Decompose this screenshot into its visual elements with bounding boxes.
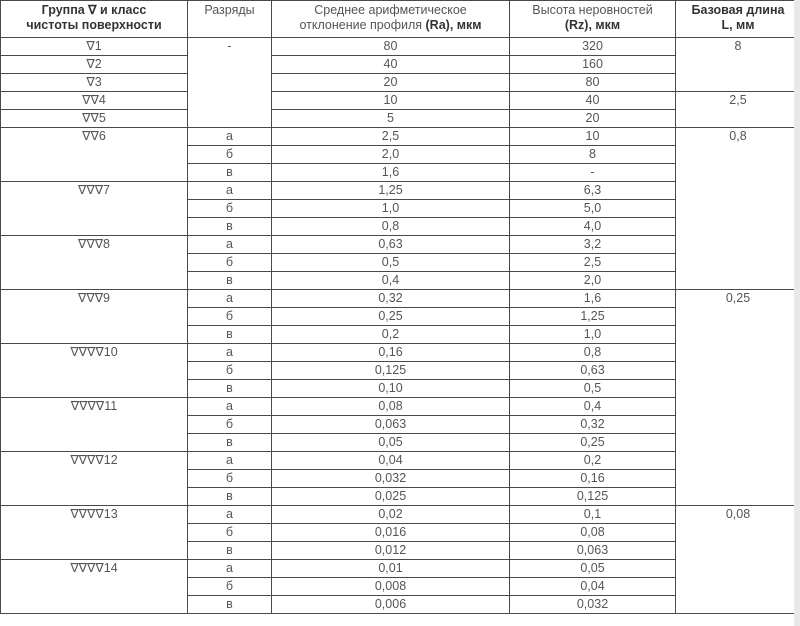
class-cell: ∇2 xyxy=(1,56,188,74)
ra-cell: 0,2 xyxy=(272,326,510,344)
rz-cell: 1,25 xyxy=(510,308,676,326)
grade-cell: в xyxy=(188,596,272,614)
ra-cell: 20 xyxy=(272,74,510,92)
ra-cell: 0,25 xyxy=(272,308,510,326)
ra-cell: 2,5 xyxy=(272,128,510,146)
ra-cell: 0,016 xyxy=(272,524,510,542)
class-cell: ∇∇5 xyxy=(1,110,188,128)
ra-cell: 0,08 xyxy=(272,398,510,416)
rz-cell: 80 xyxy=(510,74,676,92)
class-cell: ∇∇∇9 xyxy=(1,290,188,344)
grade-cell: а xyxy=(188,398,272,416)
grade-cell: б xyxy=(188,524,272,542)
table-row xyxy=(1,290,800,308)
ra-cell: 0,02 xyxy=(272,506,510,524)
ra-cell: 0,01 xyxy=(272,560,510,578)
rz-cell: 10 xyxy=(510,128,676,146)
header-grades xyxy=(188,1,272,38)
rz-cell: 0,5 xyxy=(510,380,676,398)
header-rz-line2-bold: (Rz), мкм xyxy=(564,18,621,32)
class-cell: ∇∇4 xyxy=(1,92,188,110)
rz-cell: 20 xyxy=(510,110,676,128)
header-ra-line1: Среднее арифметическое xyxy=(314,3,467,17)
base-length-cell: 2,5 xyxy=(676,92,800,128)
grade-cell: б xyxy=(188,308,272,326)
ra-cell: 0,32 xyxy=(272,290,510,308)
grade-cell: а xyxy=(188,182,272,200)
rz-cell: 40 xyxy=(510,92,676,110)
header-group-class xyxy=(1,1,188,38)
grade-cell: а xyxy=(188,236,272,254)
class-cell: ∇3 xyxy=(1,74,188,92)
rz-cell: 0,4 xyxy=(510,398,676,416)
grade-cell: в xyxy=(188,434,272,452)
rz-cell: 3,2 xyxy=(510,236,676,254)
ra-cell: 10 xyxy=(272,92,510,110)
class-cell: ∇∇∇∇10 xyxy=(1,344,188,398)
ra-cell: 2,0 xyxy=(272,146,510,164)
class-cell: ∇1 xyxy=(1,38,188,56)
ra-cell: 0,012 xyxy=(272,542,510,560)
grade-cell: а xyxy=(188,560,272,578)
rz-cell: 0,05 xyxy=(510,560,676,578)
rz-cell: 0,63 xyxy=(510,362,676,380)
grade-cell: б xyxy=(188,470,272,488)
rz-cell: 0,063 xyxy=(510,542,676,560)
base-length-cell: 0,08 xyxy=(676,506,800,614)
rz-cell: 0,25 xyxy=(510,434,676,452)
rz-cell: 6,3 xyxy=(510,182,676,200)
class-cell: ∇∇∇∇13 xyxy=(1,506,188,560)
rz-cell: 1,0 xyxy=(510,326,676,344)
table-row xyxy=(1,506,800,524)
base-length-cell: 8 xyxy=(676,38,800,92)
ra-cell: 0,4 xyxy=(272,272,510,290)
rz-cell: 8 xyxy=(510,146,676,164)
base-length-cell: 0,25 xyxy=(676,290,800,506)
ra-cell: 0,05 xyxy=(272,434,510,452)
rz-cell: 0,032 xyxy=(510,596,676,614)
rz-cell: 0,16 xyxy=(510,470,676,488)
header-ra-line2-bold: (Ra), мкм xyxy=(425,18,482,32)
base-length-cell: 0,8 xyxy=(676,128,800,290)
ra-cell: 0,8 xyxy=(272,218,510,236)
header-base-length xyxy=(676,1,800,38)
grade-cell: в xyxy=(188,164,272,182)
ra-cell: 0,5 xyxy=(272,254,510,272)
ra-cell: 0,032 xyxy=(272,470,510,488)
table-row xyxy=(1,92,800,110)
ra-cell: 0,10 xyxy=(272,380,510,398)
ra-cell: 0,006 xyxy=(272,596,510,614)
rz-cell: 0,08 xyxy=(510,524,676,542)
table-row xyxy=(1,128,800,146)
ra-cell: 0,16 xyxy=(272,344,510,362)
ra-cell: 0,63 xyxy=(272,236,510,254)
rz-cell: 0,2 xyxy=(510,452,676,470)
right-edge-strip xyxy=(794,0,800,626)
ra-cell: 1,0 xyxy=(272,200,510,218)
header-rz xyxy=(510,1,676,38)
class-cell: ∇∇∇7 xyxy=(1,182,188,236)
class-cell: ∇∇∇8 xyxy=(1,236,188,290)
table-header-row xyxy=(1,1,800,38)
grade-cell: а xyxy=(188,344,272,362)
header-ra-line2-text: отклонение профиля xyxy=(299,18,426,32)
grade-cell: в xyxy=(188,326,272,344)
ra-cell: 80 xyxy=(272,38,510,56)
ra-cell: 5 xyxy=(272,110,510,128)
grade-cell: б xyxy=(188,146,272,164)
ra-cell: 1,25 xyxy=(272,182,510,200)
grade-cell: в xyxy=(188,542,272,560)
table-row xyxy=(1,38,800,56)
grade-cell: б xyxy=(188,362,272,380)
rz-cell: 320 xyxy=(510,38,676,56)
grade-cell: в xyxy=(188,380,272,398)
ra-cell: 0,008 xyxy=(272,578,510,596)
rz-cell: 1,6 xyxy=(510,290,676,308)
rz-cell: 0,8 xyxy=(510,344,676,362)
grade-cell: б xyxy=(188,254,272,272)
class-cell: ∇∇∇∇12 xyxy=(1,452,188,506)
rz-cell: - xyxy=(510,164,676,182)
rz-cell: 0,04 xyxy=(510,578,676,596)
ra-cell: 1,6 xyxy=(272,164,510,182)
rz-cell: 2,5 xyxy=(510,254,676,272)
header-rz-line1: Высота неровностей xyxy=(532,3,653,17)
grade-cell: а xyxy=(188,128,272,146)
rz-cell: 160 xyxy=(510,56,676,74)
rz-cell: 2,0 xyxy=(510,272,676,290)
rz-cell: 0,1 xyxy=(510,506,676,524)
rz-cell: 0,125 xyxy=(510,488,676,506)
rz-cell: 4,0 xyxy=(510,218,676,236)
header-group-line1: Группа ∇ и класс xyxy=(41,3,147,17)
ra-cell: 40 xyxy=(272,56,510,74)
grade-cell: а xyxy=(188,452,272,470)
header-ra xyxy=(272,1,510,38)
ra-cell: 0,04 xyxy=(272,452,510,470)
rz-cell: 5,0 xyxy=(510,200,676,218)
header-base-line2: L, мм xyxy=(721,18,755,32)
header-grades-label: Разряды xyxy=(204,3,255,17)
grade-cell: в xyxy=(188,218,272,236)
table-body xyxy=(1,38,800,614)
grade-cell: б xyxy=(188,416,272,434)
grade-cell: в xyxy=(188,488,272,506)
class-cell: ∇∇∇∇11 xyxy=(1,398,188,452)
header-group-line2: чистоты поверхности xyxy=(26,18,162,32)
header-base-line1: Базовая длина xyxy=(691,3,785,17)
ra-cell: 0,063 xyxy=(272,416,510,434)
grade-cell: - xyxy=(188,38,272,128)
grade-cell: б xyxy=(188,578,272,596)
ra-cell: 0,125 xyxy=(272,362,510,380)
grade-cell: а xyxy=(188,506,272,524)
grade-cell: а xyxy=(188,290,272,308)
class-cell: ∇∇∇∇14 xyxy=(1,560,188,614)
rz-cell: 0,32 xyxy=(510,416,676,434)
ra-cell: 0,025 xyxy=(272,488,510,506)
class-cell: ∇∇6 xyxy=(1,128,188,182)
grade-cell: б xyxy=(188,200,272,218)
grade-cell: в xyxy=(188,272,272,290)
